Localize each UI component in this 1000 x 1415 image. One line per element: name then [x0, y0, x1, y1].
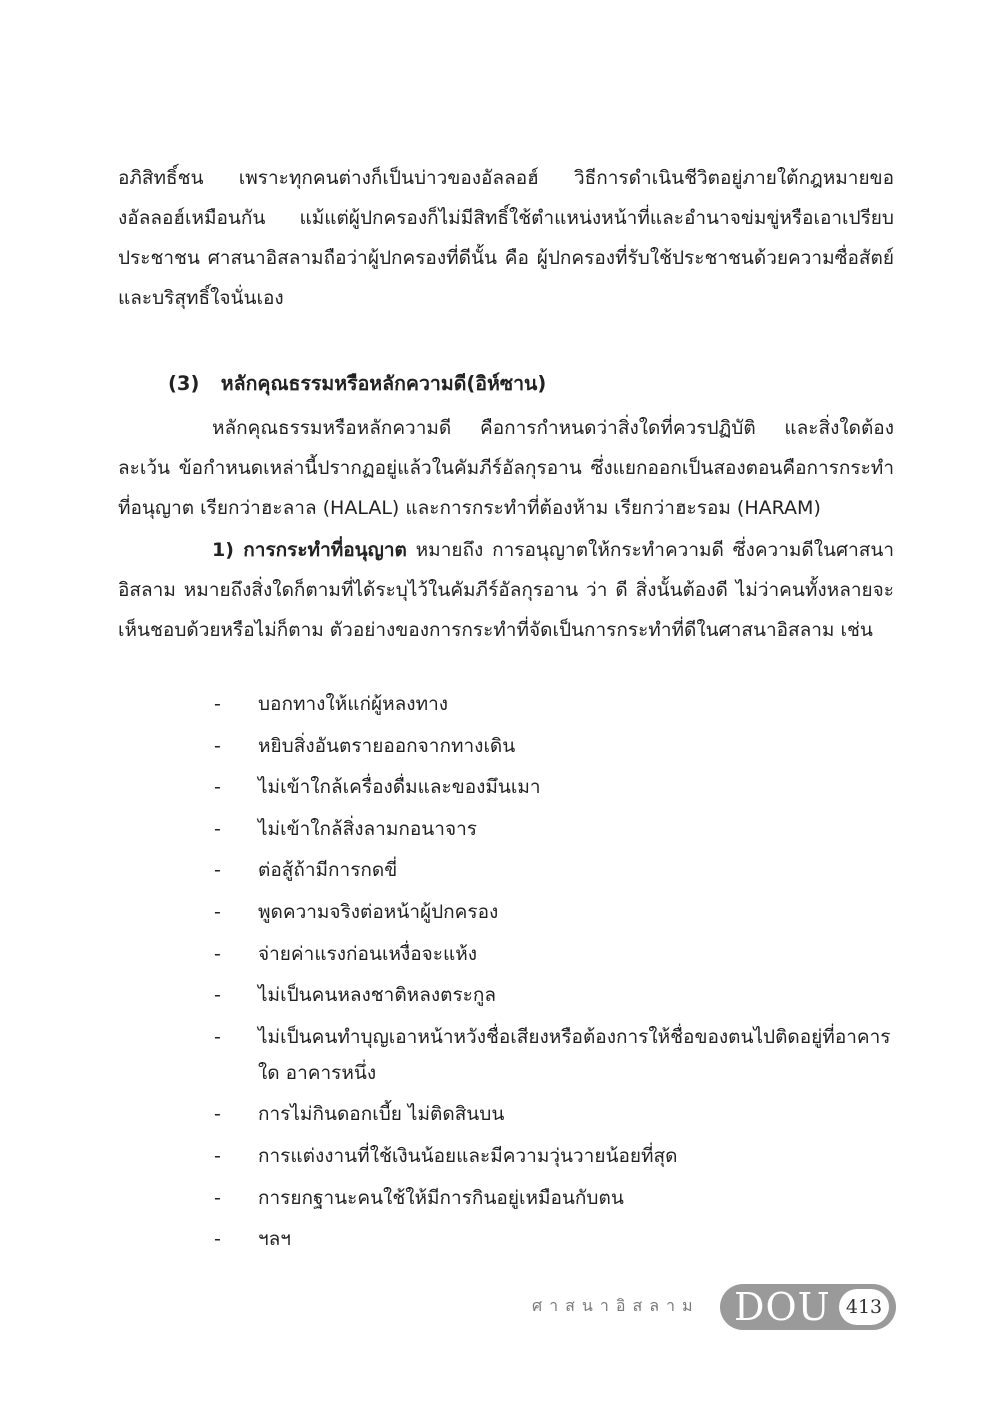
- bullet-dash: -: [214, 693, 221, 715]
- list-item-text: ไม่เข้าใกล้สิ่งลามกอนาจาร: [258, 817, 477, 840]
- list-item: [214, 728, 898, 764]
- section-number: (3): [168, 372, 200, 395]
- list-item: [214, 1138, 898, 1174]
- list-item-text: การแต่งงานที่ใช้เงินน้อยและมีความวุ่นวายน้อยที่สุด: [258, 1144, 678, 1167]
- bullet-dash: -: [214, 1144, 221, 1167]
- list-item: [214, 769, 898, 805]
- list-item-text: ต่อสู้ถ้ามีการกดขี่: [258, 859, 398, 882]
- permitted-actions-lead: 1) การกระทำที่อนุญาต: [212, 539, 407, 561]
- section-title: หลักคุณธรรมหรือหลักความดี(อิห์ซาน): [220, 372, 547, 395]
- bullet-dash: -: [214, 817, 221, 840]
- bullet-dash: -: [214, 900, 221, 923]
- list-item-text: ไม่เข้าใกล้เครื่องดื่มและของมึนเมา: [258, 776, 541, 799]
- bullet-dash: -: [214, 1025, 221, 1048]
- permitted-actions-body: หมายถึง การอนุญาตให้กระทำความดี ซึ่งความดีในศาสนาอิสลาม หมายถึงสิ่งใดก็ตามที่ได้ระบุไว้ในคัมภีร์อัลกุรอาน ว่า ดี สิ่งนั้นต้องดี ไม่ว่าคนทั้งหลายจะเห็นชอบด้วยหรือไม่ก็ตาม ตัวอย่างของการกระทำที่จัดเป็นการกระทำที่ดีในศาสนาอิสลาม เช่น: [118, 539, 894, 641]
- dou-logo-badge: [720, 1284, 896, 1330]
- list-item-text: พูดความจริงต่อหน้าผู้ปกครอง: [258, 900, 499, 923]
- list-item-text: ไม่เป็นคนหลงชาติหลงตระกูล: [258, 984, 497, 1007]
- list-item: [214, 977, 898, 1013]
- list-item: [214, 894, 898, 930]
- list-item: [214, 852, 898, 888]
- bullet-dash: -: [214, 1186, 221, 1209]
- list-item: [214, 1221, 898, 1257]
- examples-list: [214, 686, 898, 1263]
- bullet-dash: -: [214, 859, 221, 882]
- list-item-text: ไม่เป็นคนทำบุญเอาหน้าหวังชื่อเสียงหรือต้องการให้ชื่อของตนไปติดอยู่ที่อาคารใด อาคารหนึ่ง: [258, 1025, 891, 1084]
- bullet-dash: -: [214, 942, 221, 965]
- bullet-dash: -: [214, 776, 221, 799]
- list-item-text: การไม่กินดอกเบี้ย ไม่ติดสินบน: [258, 1103, 505, 1126]
- section-heading: [168, 364, 546, 404]
- list-item-text: หยิบสิ่งอันตรายออกจากทางเดิน: [258, 734, 516, 757]
- bullet-dash: -: [214, 734, 221, 757]
- course-name: ศาสนาอิสลาม: [532, 1296, 700, 1315]
- list-item: [214, 686, 898, 722]
- list-item: [214, 811, 898, 847]
- page-number: 413: [839, 1289, 889, 1325]
- list-item: [214, 1096, 898, 1132]
- bullet-dash: -: [214, 984, 221, 1007]
- list-item-text: บอกทางให้แก่ผู้หลงทาง: [258, 693, 449, 715]
- list-item-text: จ่ายค่าแรงก่อนเหงื่อจะแห้ง: [258, 942, 478, 965]
- list-item-text: ฯลฯ: [258, 1228, 291, 1251]
- list-item: [214, 936, 898, 972]
- dou-logo: DOU: [734, 1285, 831, 1329]
- bullet-dash: -: [214, 1103, 221, 1126]
- list-item: [214, 1019, 898, 1091]
- section-body-paragraph: หลักคุณธรรมหรือหลักความดี คือการกำหนดว่าสิ่งใดที่ควรปฏิบัติ และสิ่งใดต้องละเว้น ข้อกำหนดเหล่านี้ปรากฏอยู่แล้วในคัมภีร์อัลกุรอาน ซึ่งแยกออกเป็นสองตอนคือการกระทำที่อนุญาต เรียกว่าฮะลาล (HALAL) และการกระทำที่ต้องห้าม เรียกว่าฮะรอม (HARAM): [118, 417, 894, 519]
- permitted-actions-paragraph: [118, 530, 894, 650]
- list-item-text: การยกฐานะคนใช้ให้มีการกินอยู่เหมือนกับตน: [258, 1186, 624, 1209]
- bullet-dash: -: [214, 1228, 221, 1251]
- page-footer: [532, 1284, 896, 1330]
- list-item: [214, 1180, 898, 1216]
- intro-paragraph: อภิสิทธิ์ชน เพราะทุกคนต่างก็เป็นบ่าวของอัลลอฮ์ วิธีการดำเนินชีวิตอยู่ภายใต้กฎหมายของอัลลอฮ์เหมือนกัน แม้แต่ผู้ปกครองก็ไม่มีสิทธิ์ใช้ตำแหน่งหน้าที่และอำนาจข่มขู่หรือเอาเปรียบประชาชน ศาสนาอิสลามถือว่าผู้ปกครองที่ดีนั้น คือ ผู้ปกครองที่รับใช้ประชาชนด้วยความซื่อสัตย์และบริสุทธิ์ใจนั่นเอง: [118, 167, 894, 309]
